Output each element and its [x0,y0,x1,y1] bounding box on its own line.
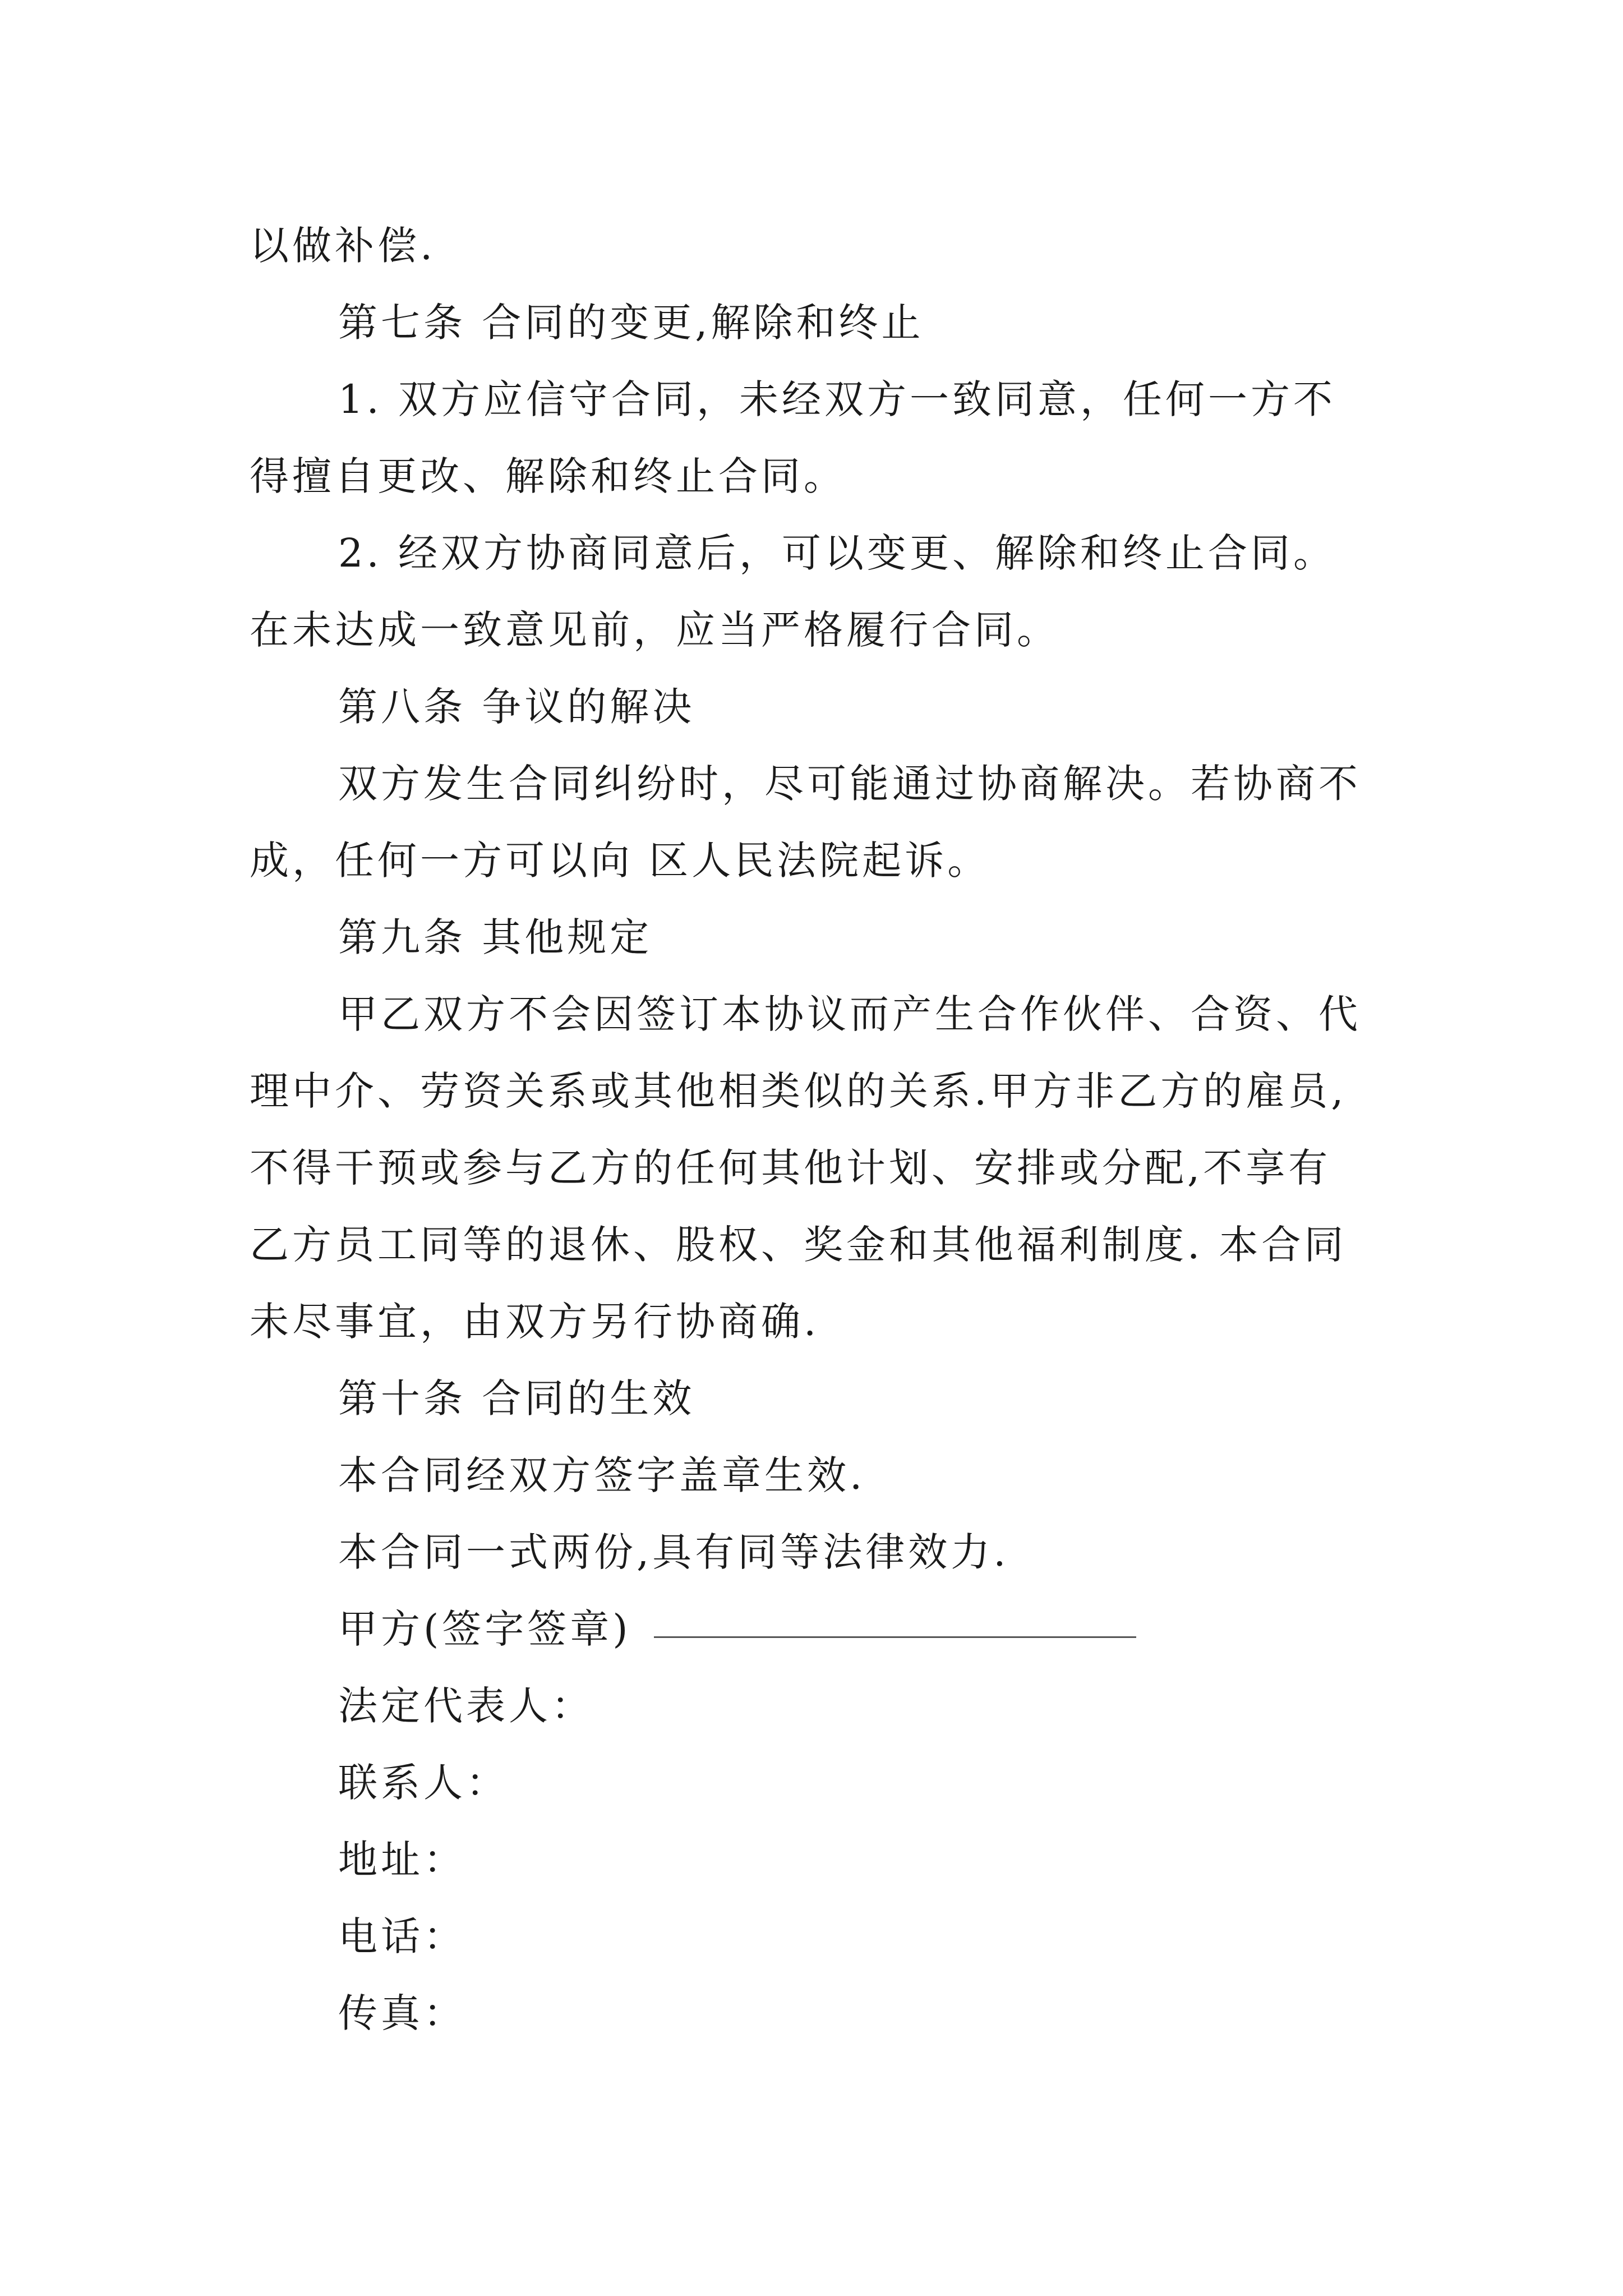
field-phone: 电话： [338,1913,466,1959]
text-line: 得擅自更改、解除和终止合同。 [250,453,846,499]
text-line: 甲乙双方不会因签订本协议而产生合作伙伴、合资、代 [338,991,1361,1037]
section-heading-article-9: 第九条 其他规定 [338,914,653,960]
signature-blank-line[interactable] [654,1634,1136,1638]
field-address: 地址： [338,1837,466,1883]
text-line: 本合同经双方签字盖章生效. [338,1452,866,1498]
text-line: 不得干预或参与乙方的任何其他计划、安排或分配,不享有 [250,1145,1331,1191]
field-contact-person: 联系人： [338,1760,509,1806]
text-line: 本合同一式两份,具有同等法律效力. [338,1529,1009,1575]
document-body [250,208,1377,2052]
signature-row [250,1591,1377,1668]
text-line: 以做补偿. [250,223,436,269]
text-line: 未尽事宜，由双方另行协商确. [250,1299,820,1345]
text-line: 乙方员工同等的退休、股权、奖金和其他福利制度. 本合同 [250,1222,1347,1268]
section-heading-article-8: 第八条 争议的解决 [338,684,695,730]
text-line: 成，任何一方可以向 区人民法院起诉。 [250,838,990,884]
field-legal-representative: 法定代表人： [338,1683,594,1729]
field-fax: 传真： [338,1990,466,2036]
text-line: 在未达成一致意见前，应当严格履行合同。 [250,607,1059,653]
text-line: 2. 经双方协商同意后，可以变更、解除和终止合同。 [338,530,1336,576]
section-heading-article-10: 第十条 合同的生效 [338,1375,695,1421]
signature-label: 甲方(签字签章) [338,1606,631,1652]
text-line: 1. 双方应信守合同，未经双方一致同意，任何一方不 [338,376,1336,422]
text-line: 双方发生合同纠纷时，尽可能通过协商解决。若协商不 [338,761,1361,807]
text-line: 理中介、劳资关系或其他相类似的关系.甲方非乙方的雇员, [250,1068,1347,1114]
section-heading-article-7: 第七条 合同的变更,解除和终止 [338,300,924,346]
